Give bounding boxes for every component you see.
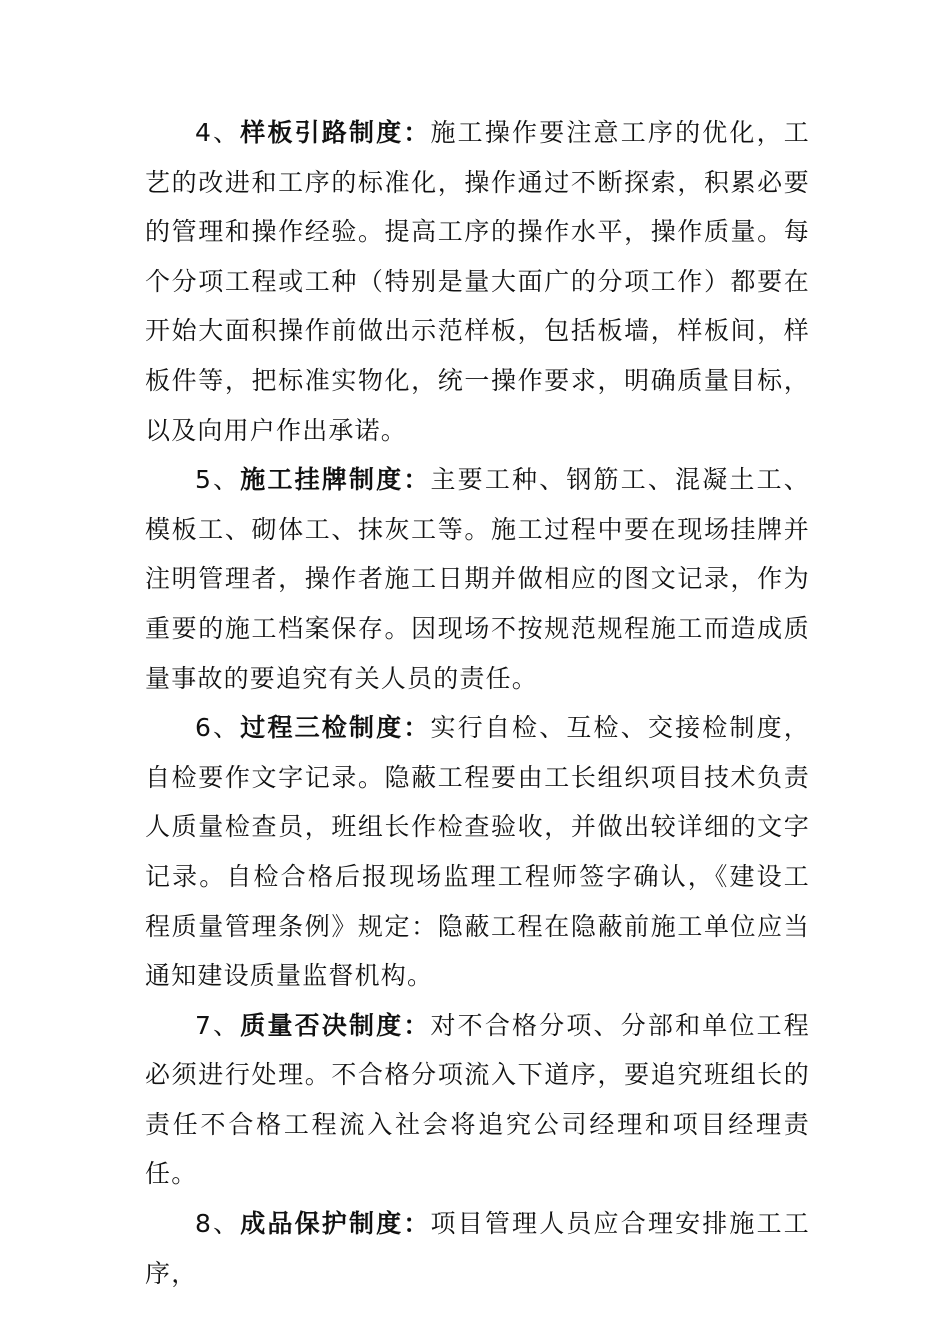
paragraph-number: 7、 <box>195 1010 241 1040</box>
paragraph-three-inspections <box>145 703 810 1001</box>
paragraph-construction-signage <box>145 455 810 703</box>
paragraph-heading: 施工挂牌制度： <box>240 465 431 495</box>
paragraph-heading: 成品保护制度： <box>240 1209 431 1239</box>
paragraph-product-protection <box>145 1199 810 1298</box>
paragraph-number: 5、 <box>195 465 241 495</box>
paragraph-heading: 过程三检制度： <box>240 713 431 743</box>
paragraph-number: 8、 <box>195 1209 241 1239</box>
paragraph-text: 施工操作要注意工序的优化，工艺的改进和工序的标准化，操作通过不断探索，积累必要的管理和操作经验。提高工序的操作水平，操作质量。每个分项工程或工种（特别是量大面广的分项工作）都要在开始大面积操作前做出示范样板，包括板墙，样板间，样板件等，把标准实物化，统一操作要求，明确质量目标，以及向用户作出承诺。 <box>145 118 810 445</box>
paragraph-sample-guidance <box>145 108 810 455</box>
paragraph-text: 主要工种、钢筋工、混凝土工、模板工、砌体工、抹灰工等。施工过程中要在现场挂牌并注明管理者，操作者施工日期并做相应的图文记录，作为重要的施工档案保存。因现场不按规范规程施工而造成质量事故的要追究有关人员的责任。 <box>145 465 810 693</box>
paragraph-text: 对不合格分项、分部和单位工程必须进行处理。不合格分项流入下道序，要追究班组长的责任不合格工程流入社会将追究公司经理和项目经理责任。 <box>145 1010 810 1189</box>
paragraph-number: 4、 <box>195 118 241 147</box>
paragraph-quality-veto <box>145 1001 810 1199</box>
paragraph-text: 实行自检、互检、交接检制度，自检要作文字记录。隐蔽工程要由工长组织项目技术负责人质量检查员，班组长作检查验收，并做出较详细的文字记录。自检合格后报现场监理工程师签字确认，《建设工程质量管理条例》规定：隐蔽工程在隐蔽前施工单位应当通知建设质量监督机构。 <box>145 713 810 991</box>
paragraph-heading: 质量否决制度： <box>240 1010 431 1040</box>
paragraph-heading: 样板引路制度： <box>240 118 431 147</box>
document-body <box>145 108 810 1298</box>
paragraph-number: 6、 <box>195 713 241 743</box>
paragraph-text: 项目管理人员应合理安排施工工序， <box>145 1209 810 1288</box>
